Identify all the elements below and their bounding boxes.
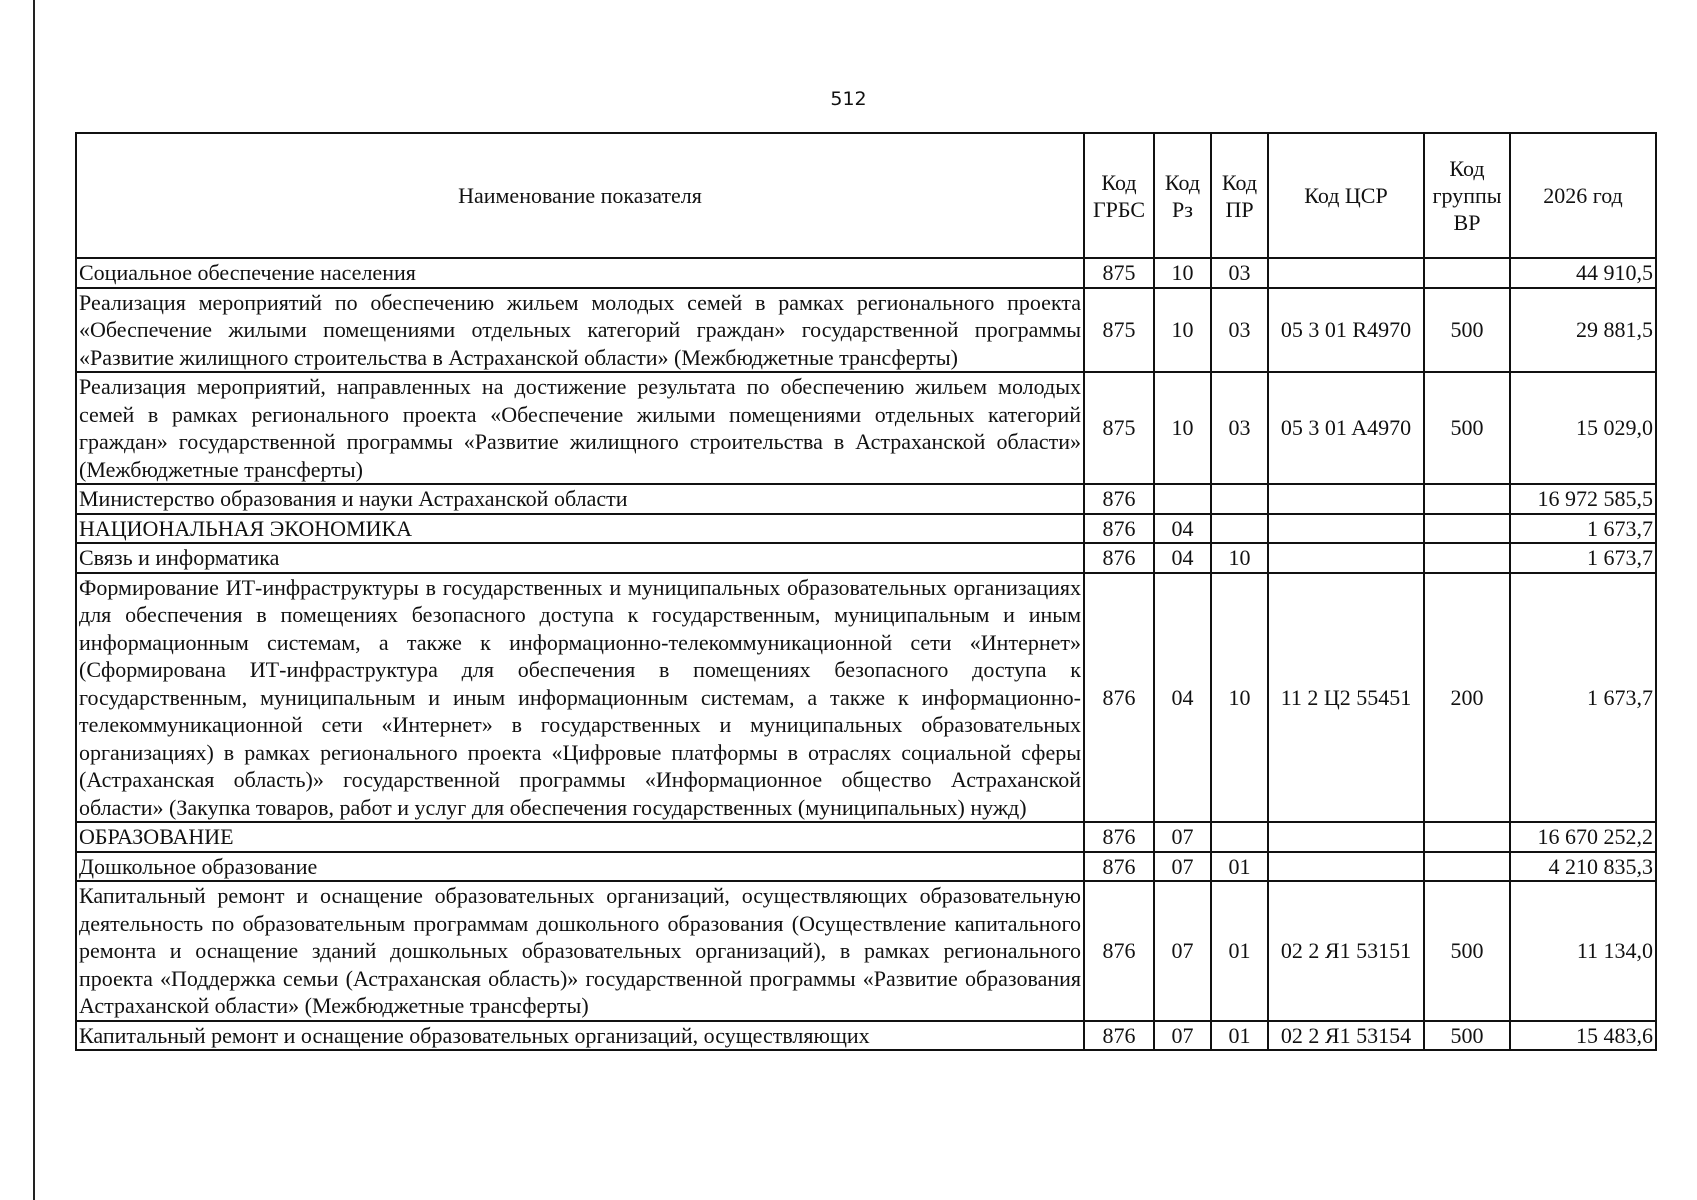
header-name: Наименование показателя: [76, 133, 1084, 258]
row-sum: 44 910,5: [1510, 258, 1656, 288]
row-pr: [1211, 484, 1268, 514]
row-rz: 04: [1154, 543, 1211, 573]
row-grbs: 876: [1084, 573, 1154, 823]
table-row: [76, 573, 1656, 823]
row-rz: 04: [1154, 573, 1211, 823]
row-pr: 03: [1211, 372, 1268, 484]
row-sum: 15 029,0: [1510, 372, 1656, 484]
row-vr: 500: [1424, 1021, 1510, 1051]
row-csr: 02 2 Я1 53154: [1268, 1021, 1424, 1051]
row-grbs: 875: [1084, 288, 1154, 373]
header-pr: Код ПР: [1211, 133, 1268, 258]
row-pr: [1211, 822, 1268, 852]
header-rz: Код Рз: [1154, 133, 1211, 258]
row-name: Социальное обеспечение населения: [76, 258, 1084, 288]
row-sum: 1 673,7: [1510, 543, 1656, 573]
row-csr: [1268, 514, 1424, 544]
row-grbs: 876: [1084, 543, 1154, 573]
row-grbs: 876: [1084, 1021, 1154, 1051]
table-row: [76, 1021, 1656, 1051]
row-csr: [1268, 852, 1424, 882]
row-csr: 05 3 01 A4970: [1268, 372, 1424, 484]
row-rz: 07: [1154, 1021, 1211, 1051]
row-grbs: 876: [1084, 881, 1154, 1021]
row-csr: 05 3 01 R4970: [1268, 288, 1424, 373]
row-name: Капитальный ремонт и оснащение образовательных организаций, осуществляющих: [76, 1021, 1084, 1051]
row-csr: [1268, 258, 1424, 288]
table-row: [76, 258, 1656, 288]
row-vr: 500: [1424, 288, 1510, 373]
row-sum: 16 972 585,5: [1510, 484, 1656, 514]
row-pr: 01: [1211, 1021, 1268, 1051]
row-csr: [1268, 822, 1424, 852]
row-vr: 200: [1424, 573, 1510, 823]
row-vr: 500: [1424, 881, 1510, 1021]
row-vr: [1424, 514, 1510, 544]
row-pr: 10: [1211, 543, 1268, 573]
row-rz: 07: [1154, 881, 1211, 1021]
row-sum: 11 134,0: [1510, 881, 1656, 1021]
binder-margin-line: [33, 0, 35, 1200]
row-pr: 03: [1211, 288, 1268, 373]
row-grbs: 876: [1084, 514, 1154, 544]
table-row: [76, 514, 1656, 544]
row-grbs: 875: [1084, 372, 1154, 484]
row-grbs: 875: [1084, 258, 1154, 288]
row-rz: 07: [1154, 822, 1211, 852]
row-name: Капитальный ремонт и оснащение образовательных организаций, осуществляющих образовательную деятельность по образовательным программам дошкольного образования (Осуществление капитального ремонта и оснащение зданий дошкольных образовательных организаций), в рамках регионального проекта «Поддержка семьи (Астраханская область)» государственной программы «Развитие образования Астраханской области» (Межбюджетные трансферты): [76, 881, 1084, 1021]
table-header-row: [76, 133, 1656, 258]
row-sum: 29 881,5: [1510, 288, 1656, 373]
header-year: 2026 год: [1510, 133, 1656, 258]
row-name: НАЦИОНАЛЬНАЯ ЭКОНОМИКА: [76, 514, 1084, 544]
row-sum: 16 670 252,2: [1510, 822, 1656, 852]
row-grbs: 876: [1084, 484, 1154, 514]
row-vr: [1424, 822, 1510, 852]
row-sum: 1 673,7: [1510, 514, 1656, 544]
row-pr: 01: [1211, 881, 1268, 1021]
row-rz: [1154, 484, 1211, 514]
row-pr: 10: [1211, 573, 1268, 823]
header-csr: Код ЦСР: [1268, 133, 1424, 258]
row-name: Министерство образования и науки Астраханской области: [76, 484, 1084, 514]
header-vr: Код группы ВР: [1424, 133, 1510, 258]
row-pr: 01: [1211, 852, 1268, 882]
row-vr: [1424, 484, 1510, 514]
row-name: Формирование ИТ-инфраструктуры в государственных и муниципальных образовательных организациях для обеспечения в помещениях безопасного доступа к государственным, муниципальным и иным информационным системам, а также к информационно-телекоммуникационной сети «Интернет» (Сформирована ИТ-инфраструктура для обеспечения в помещениях безопасного доступа к государственным, муниципальным и иным информационным системам, а также к информационно-телекоммуникационной сети «Интернет» в государственных и муниципальных образовательных организациях) в рамках регионального проекта «Цифровые платформы в отраслях социальной сферы (Астраханская область)» государственной программы «Информационное общество Астраханской области» (Закупка товаров, работ и услуг для обеспечения государственных (муниципальных) нужд): [76, 573, 1084, 823]
row-name: Реализация мероприятий, направленных на достижение результата по обеспечению жильем молодых семей в рамках регионального проекта «Обеспечение жилыми помещениями отдельных категорий граждан» государственной программы «Развитие жилищного строительства в Астраханской области» (Межбюджетные трансферты): [76, 372, 1084, 484]
row-pr: 03: [1211, 258, 1268, 288]
row-name: Дошкольное образование: [76, 852, 1084, 882]
row-pr: [1211, 514, 1268, 544]
row-sum: 4 210 835,3: [1510, 852, 1656, 882]
table-row: [76, 852, 1656, 882]
table-row: [76, 543, 1656, 573]
row-grbs: 876: [1084, 852, 1154, 882]
row-csr: [1268, 484, 1424, 514]
row-rz: 10: [1154, 258, 1211, 288]
row-sum: 1 673,7: [1510, 573, 1656, 823]
row-rz: 10: [1154, 372, 1211, 484]
row-vr: 500: [1424, 372, 1510, 484]
row-rz: 07: [1154, 852, 1211, 882]
table-row: [76, 822, 1656, 852]
budget-table: [75, 132, 1657, 1051]
page-number: 512: [830, 88, 867, 110]
row-vr: [1424, 543, 1510, 573]
row-name: Реализация мероприятий по обеспечению жильем молодых семей в рамках регионального проекта «Обеспечение жилыми помещениями отдельных категорий граждан» государственной программы «Развитие жилищного строительства в Астраханской области» (Межбюджетные трансферты): [76, 288, 1084, 373]
table-row: [76, 484, 1656, 514]
header-grbs: Код ГРБС: [1084, 133, 1154, 258]
row-vr: [1424, 258, 1510, 288]
table-body: [76, 258, 1656, 1050]
row-grbs: 876: [1084, 822, 1154, 852]
table-row: [76, 881, 1656, 1021]
table-row: [76, 372, 1656, 484]
row-vr: [1424, 852, 1510, 882]
row-csr: [1268, 543, 1424, 573]
row-name: Связь и информатика: [76, 543, 1084, 573]
row-csr: 02 2 Я1 53151: [1268, 881, 1424, 1021]
row-sum: 15 483,6: [1510, 1021, 1656, 1051]
row-name: ОБРАЗОВАНИЕ: [76, 822, 1084, 852]
row-csr: 11 2 Ц2 55451: [1268, 573, 1424, 823]
table-row: [76, 288, 1656, 373]
row-rz: 04: [1154, 514, 1211, 544]
row-rz: 10: [1154, 288, 1211, 373]
